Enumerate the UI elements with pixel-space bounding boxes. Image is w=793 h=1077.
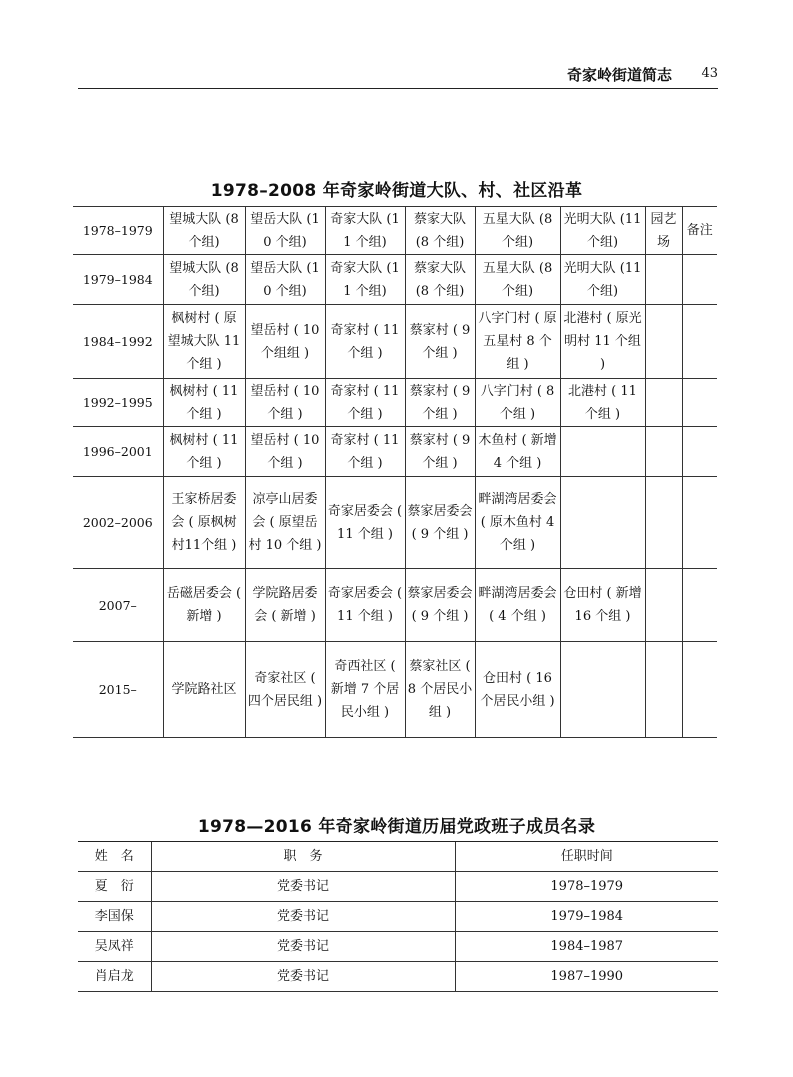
- leader-name-cell: 李国保: [78, 902, 151, 932]
- unit-cell: 八字门村 ( 8 个组 ): [475, 379, 560, 427]
- unit-cell: 蔡家村 ( 9 个组 ): [405, 427, 475, 477]
- unit-cell: [682, 255, 717, 305]
- col-header-position: 职 务: [151, 842, 455, 872]
- unit-cell: [645, 427, 682, 477]
- unit-cell: 蔡家居委会 ( 9 个组 ): [405, 569, 475, 642]
- leader-name-cell: 肖启龙: [78, 962, 151, 992]
- unit-cell: 五星大队 (8 个组): [475, 207, 560, 255]
- unit-cell: 奇家社区 ( 四个居民组 ): [245, 642, 325, 738]
- unit-cell: [682, 427, 717, 477]
- unit-cell: [560, 477, 645, 569]
- unit-cell: [682, 477, 717, 569]
- leader-row: [78, 932, 718, 962]
- col-header-term: 任职时间: [455, 842, 718, 872]
- unit-cell: 八字门村 ( 原五星村 8 个组 ): [475, 305, 560, 379]
- unit-cell: 木鱼村 ( 新增 4 个组 ): [475, 427, 560, 477]
- unit-cell: 枫树村 ( 11 个组 ): [163, 427, 245, 477]
- page-header: [78, 60, 718, 89]
- unit-cell: 蔡家居委会 ( 9 个组 ): [405, 477, 475, 569]
- leader-position-cell: 党委书记: [151, 932, 455, 962]
- unit-cell: [645, 379, 682, 427]
- history-row: [73, 427, 717, 477]
- unit-cell: 北港村 ( 11 个组 ): [560, 379, 645, 427]
- unit-cell: 光明大队 (11 个组): [560, 255, 645, 305]
- unit-cell: 蔡家大队 (8 个组): [405, 255, 475, 305]
- unit-cell: 五星大队 (8 个组): [475, 255, 560, 305]
- leaders-table-body: [78, 872, 718, 992]
- unit-cell: 仓田村 ( 16 个居民小组 ): [475, 642, 560, 738]
- period-cell: 1992–1995: [73, 379, 163, 427]
- unit-cell: 枫树村 ( 原望城大队 11 个组 ): [163, 305, 245, 379]
- leader-term-cell: 1984–1987: [455, 932, 718, 962]
- unit-cell: 凉亭山居委会 ( 原望岳村 10 个组 ): [245, 477, 325, 569]
- leader-name-cell: 夏 衍: [78, 872, 151, 902]
- unit-cell: 畔湖湾居委会 ( 原木鱼村 4 个组 ): [475, 477, 560, 569]
- period-cell: 1979–1984: [73, 255, 163, 305]
- unit-cell: 望岳村 ( 10 个组 ): [245, 427, 325, 477]
- unit-cell: 蔡家村 ( 9 个组 ): [405, 379, 475, 427]
- unit-cell: [682, 379, 717, 427]
- leader-position-cell: 党委书记: [151, 872, 455, 902]
- unit-cell: 枫树村 ( 11 个组 ): [163, 379, 245, 427]
- unit-cell: [645, 642, 682, 738]
- unit-cell: [645, 305, 682, 379]
- unit-cell: 奇家大队 (11 个组): [325, 207, 405, 255]
- leader-term-cell: 1979–1984: [455, 902, 718, 932]
- unit-cell: [682, 305, 717, 379]
- unit-cell: 奇家居委会 ( 11 个组 ): [325, 477, 405, 569]
- period-cell: 1996–2001: [73, 427, 163, 477]
- history-table-title: 1978–2008 年奇家岭街道大队、村、社区沿革: [210, 181, 583, 201]
- unit-cell: [645, 569, 682, 642]
- period-cell: 2007–: [73, 569, 163, 642]
- unit-cell: 望岳大队 (10 个组): [245, 255, 325, 305]
- unit-cell: 奇家村 ( 11 个组 ): [325, 427, 405, 477]
- unit-cell: 奇西社区 ( 新增 7 个居民小组 ): [325, 642, 405, 738]
- unit-cell: 学院路社区: [163, 642, 245, 738]
- period-cell: 1978–1979: [73, 207, 163, 255]
- unit-cell: 备注: [682, 207, 717, 255]
- unit-cell: 蔡家村 ( 9 个组 ): [405, 305, 475, 379]
- history-table: [73, 206, 717, 738]
- unit-cell: 光明大队 (11 个组): [560, 207, 645, 255]
- unit-cell: 王家桥居委会 ( 原枫树村11个组 ): [163, 477, 245, 569]
- unit-cell: 蔡家大队 (8 个组): [405, 207, 475, 255]
- leader-position-cell: 党委书记: [151, 902, 455, 932]
- unit-cell: 岳磁居委会 ( 新增 ): [163, 569, 245, 642]
- col-header-name: 姓 名: [78, 842, 151, 872]
- unit-cell: 望岳大队 (10 个组): [245, 207, 325, 255]
- period-cell: 2015–: [73, 642, 163, 738]
- leaders-header-row: [78, 842, 718, 872]
- unit-cell: [645, 255, 682, 305]
- page-number: 43: [701, 66, 718, 81]
- unit-cell: 奇家村 ( 11 个组 ): [325, 379, 405, 427]
- history-row: [73, 379, 717, 427]
- unit-cell: [560, 427, 645, 477]
- leader-row: [78, 872, 718, 902]
- leader-name-cell: 吴凤祥: [78, 932, 151, 962]
- history-row: [73, 642, 717, 738]
- unit-cell: [682, 569, 717, 642]
- leader-position-cell: 党委书记: [151, 962, 455, 992]
- unit-cell: 望岳村 ( 10 个组组 ): [245, 305, 325, 379]
- unit-cell: [560, 642, 645, 738]
- unit-cell: 望岳村 ( 10 个组 ): [245, 379, 325, 427]
- book-title: 奇家岭街道简志: [566, 66, 672, 84]
- history-row: [73, 255, 717, 305]
- history-row: [73, 305, 717, 379]
- unit-cell: 仓田村 ( 新增 16 个组 ): [560, 569, 645, 642]
- unit-cell: 奇家村 ( 11 个组 ): [325, 305, 405, 379]
- leaders-table-title: 1978—2016 年奇家岭街道历届党政班子成员名录: [197, 817, 596, 837]
- unit-cell: 望城大队 (8 个组): [163, 207, 245, 255]
- period-cell: 1984–1992: [73, 305, 163, 379]
- unit-cell: 望城大队 (8 个组): [163, 255, 245, 305]
- unit-cell: 学院路居委会 ( 新增 ): [245, 569, 325, 642]
- unit-cell: 奇家居委会 ( 11 个组 ): [325, 569, 405, 642]
- unit-cell: [645, 477, 682, 569]
- period-cell: 2002–2006: [73, 477, 163, 569]
- history-table-body: [73, 207, 717, 738]
- unit-cell: 畔湖湾居委会( 4 个组 ): [475, 569, 560, 642]
- leader-row: [78, 902, 718, 932]
- leader-term-cell: 1987–1990: [455, 962, 718, 992]
- leaders-table: [78, 841, 718, 992]
- leader-row: [78, 962, 718, 992]
- leader-term-cell: 1978–1979: [455, 872, 718, 902]
- history-row: [73, 477, 717, 569]
- history-row: [73, 207, 717, 255]
- unit-cell: 北港村 ( 原光明村 11 个组 ): [560, 305, 645, 379]
- unit-cell: [682, 642, 717, 738]
- unit-cell: 蔡家社区 ( 8 个居民小组 ): [405, 642, 475, 738]
- unit-cell: 奇家大队 (11 个组): [325, 255, 405, 305]
- unit-cell: 园艺场: [645, 207, 682, 255]
- history-row: [73, 569, 717, 642]
